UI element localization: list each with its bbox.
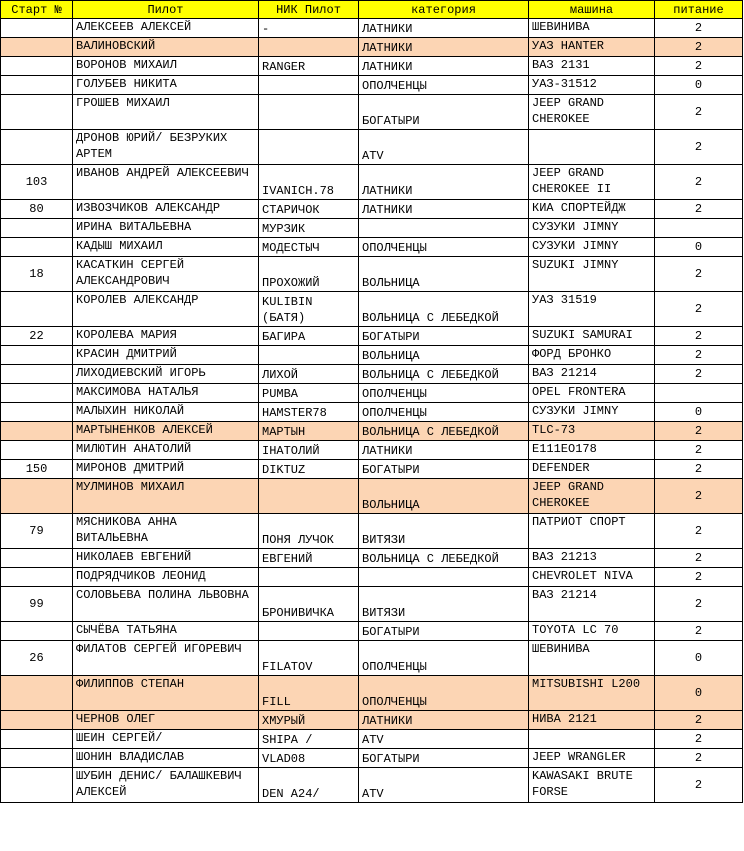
nick-cell: DEN A24/: [259, 768, 359, 803]
table-row: [1, 327, 743, 346]
nick-cell: ЕВГЕНИЙ: [259, 549, 359, 568]
table-row: [1, 384, 743, 403]
table-row: [1, 76, 743, 95]
nick-cell: [259, 95, 359, 130]
car-cell: OPEL FRONTERA: [529, 384, 655, 403]
nick-cell: БАГИРА: [259, 327, 359, 346]
header-category: категория: [359, 1, 529, 19]
nick-cell: IVANICH.78: [259, 165, 359, 200]
pilot-cell: КАСАТКИН СЕРГЕЙ АЛЕКСАНДРОВИЧ: [73, 257, 259, 292]
start-cell: 18: [1, 257, 73, 292]
table-row: [1, 460, 743, 479]
pilot-cell: ВОРОНОВ МИХАИЛ: [73, 57, 259, 76]
category-cell: ВОЛЬНИЦА С ЛЕБЕДКОЙ: [359, 365, 529, 384]
pilot-cell: ЛИХОДИЕВСКИЙ ИГОРЬ: [73, 365, 259, 384]
car-cell: Е111ЕО178: [529, 441, 655, 460]
header-food: питание: [655, 1, 743, 19]
start-cell: [1, 292, 73, 327]
nick-cell: [259, 346, 359, 365]
pilot-cell: ВАЛИНОВСКИЙ: [73, 38, 259, 57]
start-cell: 79: [1, 514, 73, 549]
food-cell: 0: [655, 641, 743, 676]
food-cell: 0: [655, 76, 743, 95]
food-cell: 2: [655, 768, 743, 803]
pilot-cell: ИВАНОВ АНДРЕЙ АЛЕКСЕЕВИЧ: [73, 165, 259, 200]
start-cell: [1, 622, 73, 641]
start-cell: 22: [1, 327, 73, 346]
car-cell: JEEP GRAND CHEROKEE: [529, 95, 655, 130]
nick-cell: DIKTUZ: [259, 460, 359, 479]
car-cell: [529, 130, 655, 165]
pilot-cell: ШЕИН СЕРГЕЙ/: [73, 730, 259, 749]
pilot-cell: НИКОЛАЕВ ЕВГЕНИЙ: [73, 549, 259, 568]
pilot-cell: ШУБИН ДЕНИС/ БАЛАШКЕВИЧ АЛЕКСЕЙ: [73, 768, 259, 803]
pilot-cell: ЧЕРНОВ ОЛЕГ: [73, 711, 259, 730]
food-cell: 2: [655, 346, 743, 365]
pilot-cell: СЫЧЁВА ТАТЬЯНА: [73, 622, 259, 641]
category-cell: ЛАТНИКИ: [359, 200, 529, 219]
nick-cell: МАРТЫН: [259, 422, 359, 441]
pilot-cell: МИРОНОВ ДМИТРИЙ: [73, 460, 259, 479]
pilot-cell: КАДЫШ МИХАИЛ: [73, 238, 259, 257]
category-cell: БОГАТЫРИ: [359, 749, 529, 768]
car-cell: JEEP GRAND CHEROKEE: [529, 479, 655, 514]
nick-cell: FILL: [259, 676, 359, 711]
car-cell: СУЗУКИ JIMNY: [529, 238, 655, 257]
start-cell: [1, 76, 73, 95]
start-cell: [1, 384, 73, 403]
category-cell: ОПОЛЧЕНЦЫ: [359, 76, 529, 95]
car-cell: ШЕВИНИВА: [529, 19, 655, 38]
pilot-cell: МИЛЮТИН АНАТОЛИЙ: [73, 441, 259, 460]
food-cell: 0: [655, 238, 743, 257]
pilot-cell: МУЛМИНОВ МИХАИЛ: [73, 479, 259, 514]
table-row: [1, 768, 743, 803]
pilot-cell: ГРОШЕВ МИХАИЛ: [73, 95, 259, 130]
nick-cell: VLAD08: [259, 749, 359, 768]
category-cell: ВОЛЬНИЦА С ЛЕБЕДКОЙ: [359, 292, 529, 327]
nick-cell: ХМУРЫЙ: [259, 711, 359, 730]
table-row: [1, 238, 743, 257]
food-cell: 2: [655, 327, 743, 346]
start-cell: [1, 219, 73, 238]
table-row: [1, 19, 743, 38]
food-cell: 0: [655, 676, 743, 711]
food-cell: 2: [655, 38, 743, 57]
table-row: [1, 514, 743, 549]
start-cell: [1, 676, 73, 711]
nick-cell: RANGER: [259, 57, 359, 76]
pilot-cell: КОРОЛЕВА МАРИЯ: [73, 327, 259, 346]
pilot-cell: ДРОНОВ ЮРИЙ/ БЕЗРУКИХ АРТЕМ: [73, 130, 259, 165]
start-cell: [1, 365, 73, 384]
car-cell: JEEP WRANGLER: [529, 749, 655, 768]
category-cell: ВИТЯЗИ: [359, 514, 529, 549]
food-cell: 2: [655, 441, 743, 460]
car-cell: TLC-73: [529, 422, 655, 441]
category-cell: БОГАТЫРИ: [359, 460, 529, 479]
pilot-cell: ШОНИН ВЛАДИСЛАВ: [73, 749, 259, 768]
food-cell: 2: [655, 200, 743, 219]
category-cell: ОПОЛЧЕНЦЫ: [359, 238, 529, 257]
food-cell: 2: [655, 422, 743, 441]
car-cell: SUZUKI SAMURAI: [529, 327, 655, 346]
category-cell: ВОЛЬНИЦА С ЛЕБЕДКОЙ: [359, 422, 529, 441]
table-row: [1, 749, 743, 768]
table-row: [1, 292, 743, 327]
pilot-cell: МАКСИМОВА НАТАЛЬЯ: [73, 384, 259, 403]
table-row: [1, 676, 743, 711]
start-cell: 80: [1, 200, 73, 219]
table-row: [1, 587, 743, 622]
nick-cell: ІНАТОЛИЙ: [259, 441, 359, 460]
pilot-cell: МЯСНИКОВА АННА ВИТАЛЬЕВНА: [73, 514, 259, 549]
table-row: [1, 479, 743, 514]
car-cell: TOYOTA LC 70: [529, 622, 655, 641]
start-cell: 26: [1, 641, 73, 676]
start-cell: [1, 57, 73, 76]
nick-cell: SHIPA /: [259, 730, 359, 749]
table-row: [1, 57, 743, 76]
header-car: машина: [529, 1, 655, 19]
header-row: [1, 1, 743, 19]
pilot-cell: ФИЛАТОВ СЕРГЕЙ ИГОРЕВИЧ: [73, 641, 259, 676]
nick-cell: ЛИХОЙ: [259, 365, 359, 384]
start-cell: [1, 403, 73, 422]
car-cell: SUZUKI JIMNY: [529, 257, 655, 292]
start-cell: [1, 238, 73, 257]
table-row: [1, 711, 743, 730]
start-cell: [1, 38, 73, 57]
category-cell: ВОЛЬНИЦА С ЛЕБЕДКОЙ: [359, 549, 529, 568]
start-cell: 99: [1, 587, 73, 622]
table-row: [1, 219, 743, 238]
food-cell: 2: [655, 749, 743, 768]
start-cell: [1, 441, 73, 460]
nick-cell: [259, 76, 359, 95]
car-cell: ПАТРИОТ СПОРТ: [529, 514, 655, 549]
car-cell: MITSUBISHI L200: [529, 676, 655, 711]
food-cell: [655, 384, 743, 403]
table-row: [1, 200, 743, 219]
car-cell: СУЗУКИ JIMNY: [529, 403, 655, 422]
car-cell: [529, 730, 655, 749]
car-cell: ШЕВИНИВА: [529, 641, 655, 676]
pilot-cell: АЛЕКСЕЕВ АЛЕКСЕЙ: [73, 19, 259, 38]
category-cell: ОПОЛЧЕНЦЫ: [359, 403, 529, 422]
nick-cell: СТАРИЧОК: [259, 200, 359, 219]
category-cell: ЛАТНИКИ: [359, 165, 529, 200]
start-cell: [1, 346, 73, 365]
category-cell: ОПОЛЧЕНЦЫ: [359, 676, 529, 711]
category-cell: ЛАТНИКИ: [359, 19, 529, 38]
category-cell: ОПОЛЧЕНЦЫ: [359, 641, 529, 676]
car-cell: УАЗ 31519: [529, 292, 655, 327]
table-row: [1, 165, 743, 200]
food-cell: 2: [655, 730, 743, 749]
start-cell: [1, 568, 73, 587]
category-cell: ВИТЯЗИ: [359, 587, 529, 622]
table-row: [1, 403, 743, 422]
header-start: Старт №: [1, 1, 73, 19]
pilot-cell: СОЛОВЬЕВА ПОЛИНА ЛЬВОВНА: [73, 587, 259, 622]
nick-cell: МУРЗИК: [259, 219, 359, 238]
start-cell: [1, 422, 73, 441]
category-cell: ВОЛЬНИЦА: [359, 346, 529, 365]
category-cell: [359, 568, 529, 587]
category-cell: БОГАТЫРИ: [359, 622, 529, 641]
car-cell: УАЗ HANTER: [529, 38, 655, 57]
table-row: [1, 641, 743, 676]
category-cell: ВОЛЬНИЦА: [359, 479, 529, 514]
food-cell: 2: [655, 460, 743, 479]
car-cell: ВАЗ 2131: [529, 57, 655, 76]
nick-cell: ПРОХОЖИЙ: [259, 257, 359, 292]
food-cell: 2: [655, 711, 743, 730]
food-cell: 2: [655, 19, 743, 38]
category-cell: БОГАТЫРИ: [359, 327, 529, 346]
category-cell: ВОЛЬНИЦА: [359, 257, 529, 292]
car-cell: СУЗУКИ JIMNY: [529, 219, 655, 238]
food-cell: 2: [655, 130, 743, 165]
category-cell: ЛАТНИКИ: [359, 711, 529, 730]
car-cell: ВАЗ 21213: [529, 549, 655, 568]
category-cell: ЛАТНИКИ: [359, 57, 529, 76]
table-row: [1, 549, 743, 568]
header-nick: НИК Пилот: [259, 1, 359, 19]
table-row: [1, 422, 743, 441]
food-cell: 0: [655, 403, 743, 422]
header-pilot: Пилот: [73, 1, 259, 19]
nick-cell: БРОНИВИЧКА: [259, 587, 359, 622]
category-cell: ATV: [359, 730, 529, 749]
table-row: [1, 346, 743, 365]
start-cell: 103: [1, 165, 73, 200]
start-cell: [1, 768, 73, 803]
nick-cell: HAMSTER78: [259, 403, 359, 422]
pilot-cell: МАЛЫХИН НИКОЛАЙ: [73, 403, 259, 422]
pilot-cell: МАРТЫНЕНКОВ АЛЕКСЕЙ: [73, 422, 259, 441]
start-cell: 150: [1, 460, 73, 479]
nick-cell: -: [259, 19, 359, 38]
table-row: [1, 568, 743, 587]
table-row: [1, 441, 743, 460]
pilot-cell: ПОДРЯДЧИКОВ ЛЕОНИД: [73, 568, 259, 587]
food-cell: 2: [655, 568, 743, 587]
category-cell: [359, 219, 529, 238]
start-cell: [1, 479, 73, 514]
start-cell: [1, 749, 73, 768]
table-row: [1, 95, 743, 130]
table-row: [1, 257, 743, 292]
nick-cell: KULIBIN (БАТЯ): [259, 292, 359, 327]
food-cell: 2: [655, 514, 743, 549]
category-cell: ОПОЛЧЕНЦЫ: [359, 384, 529, 403]
car-cell: ФОРД БРОНКО: [529, 346, 655, 365]
pilot-cell: КОРОЛЕВ АЛЕКСАНДР: [73, 292, 259, 327]
car-cell: ВАЗ 21214: [529, 365, 655, 384]
food-cell: 2: [655, 479, 743, 514]
car-cell: CHEVROLET NIVA: [529, 568, 655, 587]
car-cell: KAWASAKI BRUTE FORSE: [529, 768, 655, 803]
start-cell: [1, 130, 73, 165]
nick-cell: МОДЕСТЫЧ: [259, 238, 359, 257]
car-cell: УАЗ-31512: [529, 76, 655, 95]
table-row: [1, 38, 743, 57]
start-cell: [1, 711, 73, 730]
start-cell: [1, 19, 73, 38]
food-cell: [655, 219, 743, 238]
food-cell: 2: [655, 257, 743, 292]
food-cell: 2: [655, 165, 743, 200]
food-cell: 2: [655, 587, 743, 622]
nick-cell: [259, 568, 359, 587]
start-cell: [1, 549, 73, 568]
food-cell: 2: [655, 365, 743, 384]
category-cell: ЛАТНИКИ: [359, 38, 529, 57]
car-cell: КИА СПОРТЕЙДЖ: [529, 200, 655, 219]
table-row: [1, 365, 743, 384]
food-cell: 2: [655, 95, 743, 130]
category-cell: ЛАТНИКИ: [359, 441, 529, 460]
car-cell: ВАЗ 21214: [529, 587, 655, 622]
nick-cell: [259, 38, 359, 57]
table-row: [1, 730, 743, 749]
nick-cell: [259, 130, 359, 165]
pilot-cell: ГОЛУБЕВ НИКИТА: [73, 76, 259, 95]
food-cell: 2: [655, 622, 743, 641]
pilot-cell: ФИЛИППОВ СТЕПАН: [73, 676, 259, 711]
nick-cell: ПОНЯ ЛУЧОК: [259, 514, 359, 549]
start-cell: [1, 730, 73, 749]
food-cell: 2: [655, 57, 743, 76]
car-cell: JEEP GRAND CHEROKEE II: [529, 165, 655, 200]
nick-cell: PUMBA: [259, 384, 359, 403]
pilot-cell: ИРИНА ВИТАЛЬЕВНА: [73, 219, 259, 238]
nick-cell: FILATOV: [259, 641, 359, 676]
pilot-cell: КРАСИН ДМИТРИЙ: [73, 346, 259, 365]
category-cell: ATV: [359, 130, 529, 165]
table-row: [1, 622, 743, 641]
car-cell: DEFENDER: [529, 460, 655, 479]
pilot-cell: ИЗВОЗЧИКОВ АЛЕКСАНДР: [73, 200, 259, 219]
nick-cell: [259, 479, 359, 514]
nick-cell: [259, 622, 359, 641]
category-cell: ATV: [359, 768, 529, 803]
car-cell: НИВА 2121: [529, 711, 655, 730]
food-cell: 2: [655, 292, 743, 327]
category-cell: БОГАТЫРИ: [359, 95, 529, 130]
start-cell: [1, 95, 73, 130]
food-cell: 2: [655, 549, 743, 568]
table-row: [1, 130, 743, 165]
